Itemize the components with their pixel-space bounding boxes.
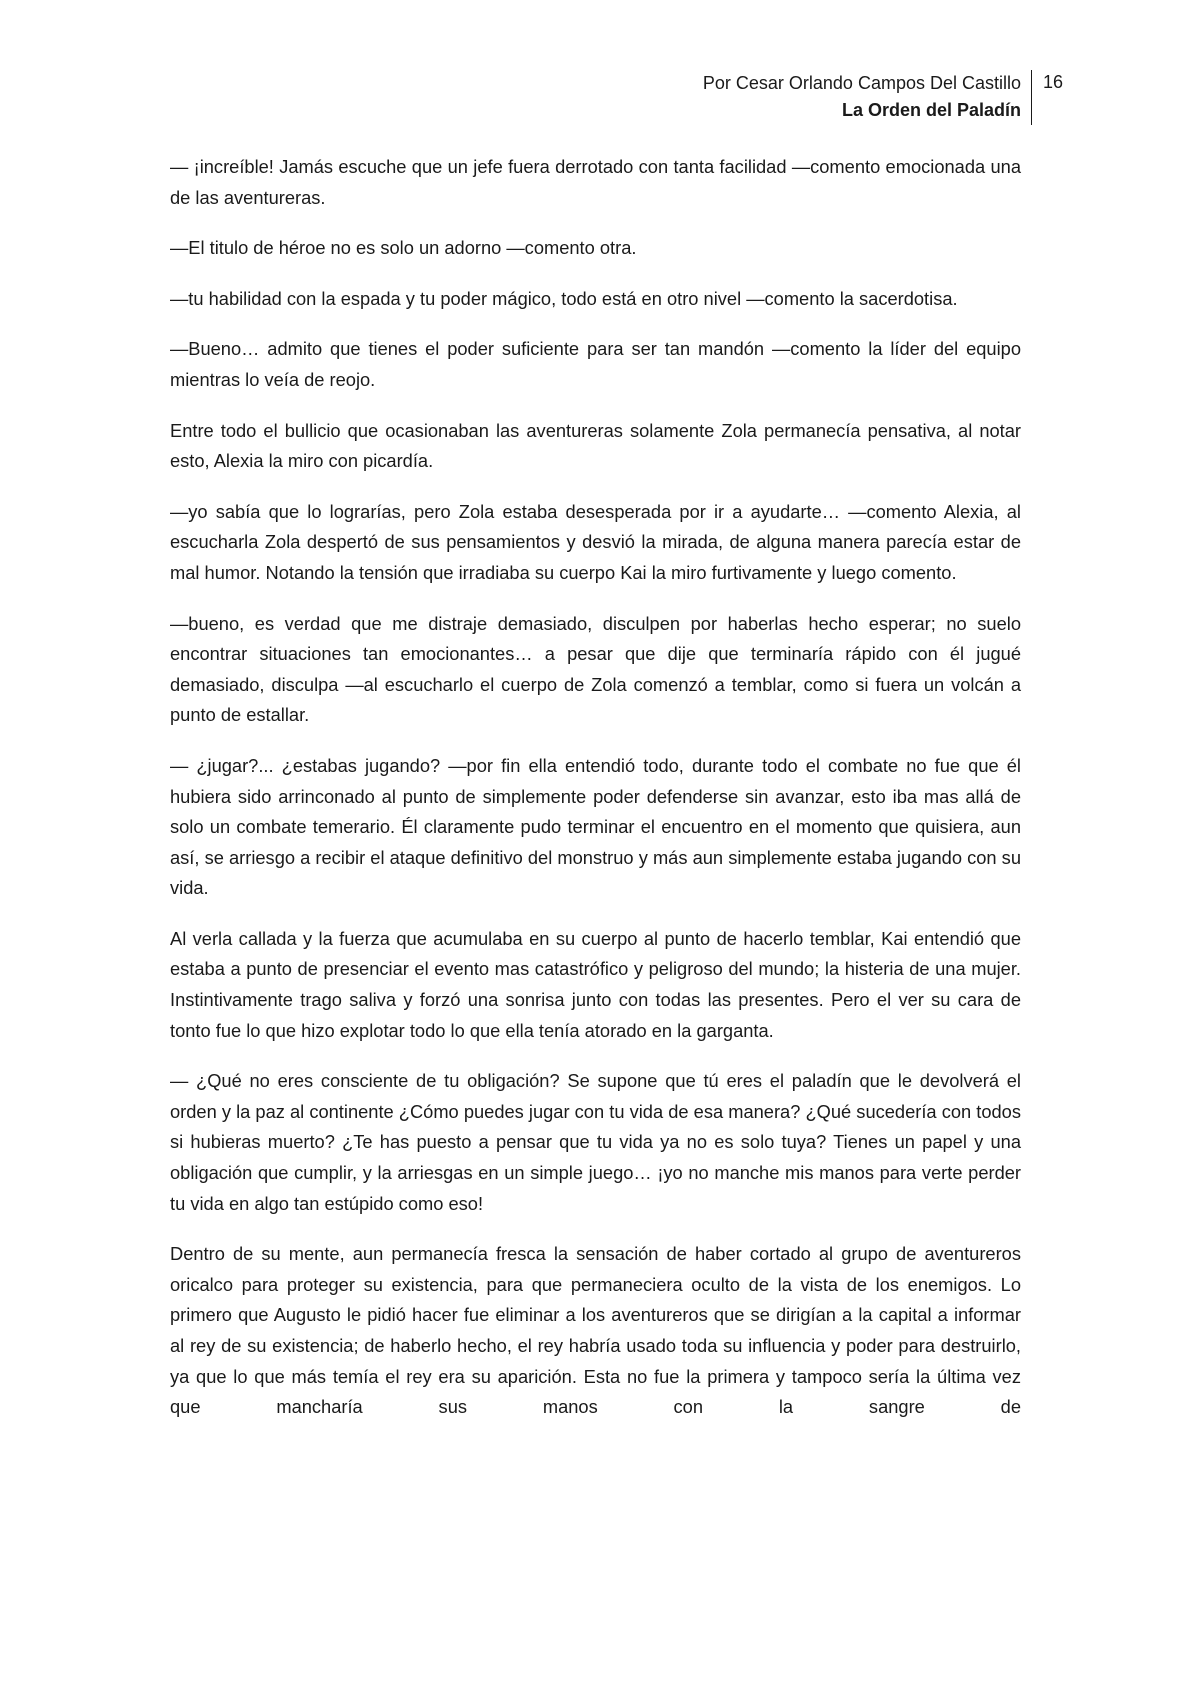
paragraph: —El titulo de héroe no es solo un adorno —comento otra. bbox=[170, 237, 637, 259]
paragraph: Al verla callada y la fuerza que acumulaba en su cuerpo al punto de hacerlo temblar, Kai entendió que estaba a punto de presenciar el evento mas catastrófico y peligroso del mundo; la histeria de una mujer. Instintivamente trago saliva y forzó una sonrisa junto con todas las presentes. Pero el ver su cara de tonto fue lo que hizo explotar todo lo que ella tenía atorado en la garganta. bbox=[170, 927, 1021, 1041]
paragraph: — ¡increíble! Jamás escuche que un jefe fuera derrotado con tanta facilidad —comento emocionada una de las aventureras. bbox=[170, 156, 1021, 208]
paragraph: —yo sabía que lo lograrías, pero Zola estaba desesperada por ir a ayudarte… —comento Alexia, al escucharla Zola despertó de sus pensamientos y desvió la mirada, de alguna manera parecía estar de mal humor. Notando la tensión que irradiaba su cuerpo Kai la miro furtivamente y luego comento. bbox=[170, 500, 1021, 583]
paragraph: Entre todo el bullicio que ocasionaban las aventureras solamente Zola permanecía pensativa, al notar esto, Alexia la miro con picardía. bbox=[170, 419, 1021, 472]
header-book-title: La Orden del Paladín bbox=[841, 100, 1021, 120]
paragraph: —Bueno… admito que tienes el poder suficiente para ser tan mandón —comento la líder del equipo mientras lo veía de reojo. bbox=[170, 338, 1021, 390]
running-header bbox=[703, 70, 1021, 124]
header-divider bbox=[1031, 70, 1032, 125]
header-author: Por Cesar Orlando Campos Del Castillo bbox=[702, 73, 1021, 93]
page-number: 16 bbox=[1043, 72, 1064, 92]
paragraph: —bueno, es verdad que me distraje demasiado, disculpen por haberlas hecho esperar; no suelo encontrar situaciones tan emocionantes… a pesar que dije que terminaría rápido con él jugué demasiado, disculpa —al escucharlo el cuerpo de Zola comenzó a temblar, como si fuera un volcán a punto de estallar. bbox=[170, 612, 1021, 726]
paragraph: — ¿Qué no eres consciente de tu obligación? Se supone que tú eres el paladín que le devolverá el orden y la paz al continente ¿Cómo puedes jugar con tu vida de esa manera? ¿Qué sucedería con todos si hubieras muerto? ¿Te has puesto a pensar que tu vida ya no es solo tuya? Tienes un papel y una obligación que cumplir, y la arriesgas en un simple juego… ¡yo no manche mis manos para verte perder tu vida en algo tan estúpido como eso! bbox=[170, 1070, 1021, 1214]
paragraph: —tu habilidad con la espada y tu poder mágico, todo está en otro nivel —comento la sacerdotisa. bbox=[170, 287, 958, 309]
body-text bbox=[170, 152, 1021, 1423]
paragraph: Dentro de su mente, aun permanecía fresca la sensación de haber cortado al grupo de aventureros oricalco para proteger su existencia, para que permaneciera oculto de la vista de los enemigos. Lo primero que Augusto le pidió hacer fue eliminar a los aventureros que se dirigían a la capital a informar al rey de su existencia; de haberlo hecho, el rey habría usado toda su influencia y poder para destruirlo, ya que lo que más temía el rey era su aparición. Esta no fue la primera y tampoco sería la última vez que mancharía sus manos con la sangre de bbox=[170, 1243, 1021, 1418]
paragraph: — ¿jugar?... ¿estabas jugando? —por fin ella entendió todo, durante todo el combate no fue que él hubiera sido arrinconado al punto de simplemente poder defenderse sin avanzar, esto iba mas allá de solo un combate temerario. Él claramente pudo terminar el encuentro en el momento que quisiera, aun así, se arriesgo a recibir el ataque definitivo del monstruo y más aun simplemente estaba jugando con su vida. bbox=[170, 754, 1021, 899]
